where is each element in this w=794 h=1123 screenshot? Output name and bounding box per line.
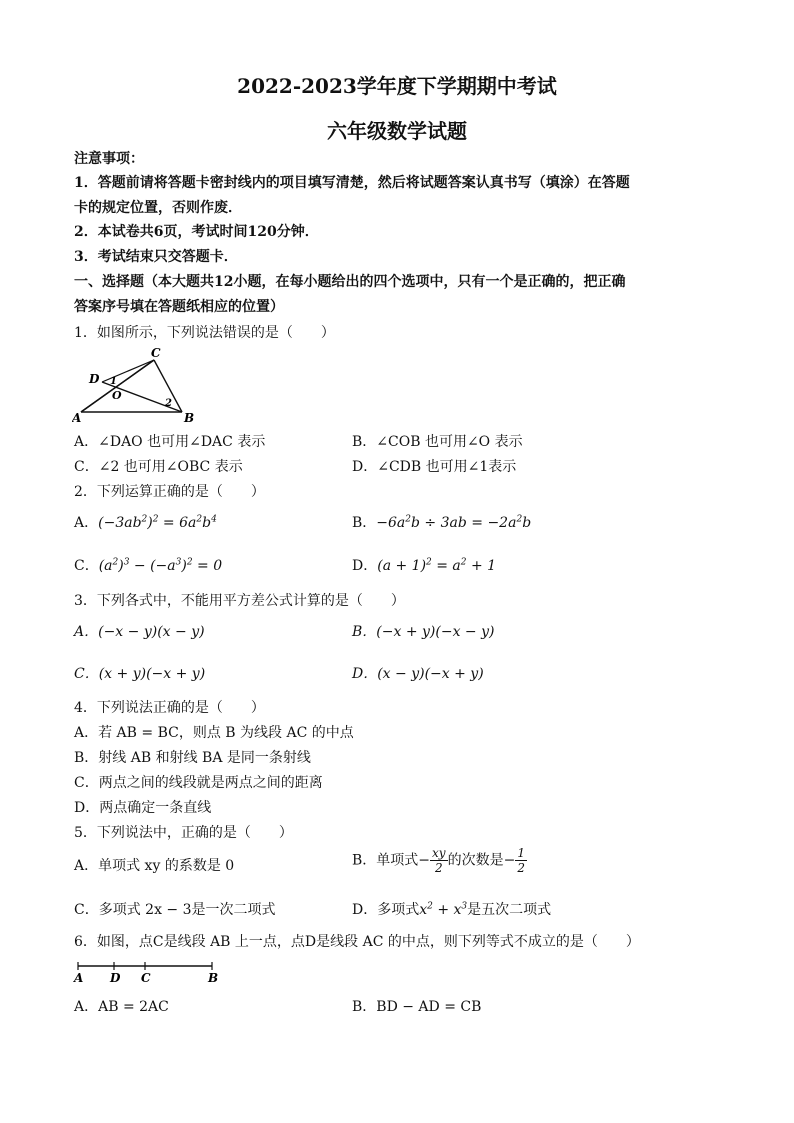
q1-label-C: C bbox=[151, 346, 161, 360]
q1-option-c: C．∠2 也可用∠OBC 表示 bbox=[74, 459, 243, 475]
q2-option-c: C．$(a^2)^3 - (-a^3)^2 = 0$ bbox=[74, 557, 223, 574]
q5-option-a: A．单项式 xy 的系数是 0 bbox=[74, 858, 235, 874]
q6-option-b: B．BD − AD = CB bbox=[352, 999, 482, 1015]
q2-option-d: D．$(a + 1)^2 = a^2 + 1$ bbox=[352, 557, 497, 574]
q1-label-angle1: 1 bbox=[110, 376, 117, 387]
q3-option-b: B．(−x + y)(−x − y) bbox=[352, 624, 495, 640]
q6-stem: 6．如图，点C是线段 AB 上一点，点D是线段 AC 的中点，则下列等式不成立的是（ ） bbox=[74, 934, 640, 950]
q1-label-D: D bbox=[89, 372, 100, 386]
section1-line1: 一、选择题（本大题共12小题，在每小题给出的四个选项中，只有一个是正确的，把正确 bbox=[74, 274, 626, 290]
notes-item1-line2: 卡的规定位置，否则作废． bbox=[74, 200, 242, 216]
notes-item3: 3．考试结束只交答题卡． bbox=[74, 249, 238, 265]
q3-option-d: D．(x − y)(−x + y) bbox=[352, 666, 484, 682]
q6-label-D: D bbox=[110, 971, 121, 985]
q1-label-angle2: 2 bbox=[165, 398, 172, 409]
q1-option-d: D．∠CDB 也可用∠1表示 bbox=[352, 459, 517, 475]
q1-label-A: A bbox=[72, 411, 82, 424]
exam-title: 2022-2023学年度下学期期中考试 bbox=[237, 74, 557, 98]
q1-option-b: B．∠COB 也可用∠O 表示 bbox=[352, 434, 523, 450]
q5-stem: 5．下列说法中，正确的是（ ） bbox=[74, 825, 293, 841]
q2-stem: 2．下列运算正确的是（ ） bbox=[74, 484, 265, 500]
q3-option-c: C．(x + y)(−x + y) bbox=[74, 666, 206, 682]
q4-option-b: B．射线 AB 和射线 BA 是同一条射线 bbox=[74, 750, 311, 766]
q4-option-c: C．两点之间的线段就是两点之间的距离 bbox=[74, 775, 323, 791]
q6-label-B: B bbox=[208, 971, 219, 985]
q3-option-a: A．(−x − y)(x − y) bbox=[74, 624, 205, 640]
q5-option-c: C．多项式 2x − 3是一次二项式 bbox=[74, 902, 276, 918]
q1-label-B: B bbox=[184, 411, 195, 424]
exam-subtitle: 六年级数学试题 bbox=[327, 119, 467, 143]
q5-option-b: B．单项式− $\frac{xy}{2}$ 的次数是− $\frac{1}{2}$ bbox=[352, 846, 525, 875]
q1-label-O: O bbox=[112, 389, 122, 402]
q4-option-a: A．若 AB = BC，则点 B 为线段 AC 的中点 bbox=[74, 725, 354, 741]
q4-option-d: D．两点确定一条直线 bbox=[74, 800, 212, 816]
q6-segment-figure bbox=[72, 958, 222, 986]
q1-segment-AO bbox=[81, 360, 154, 412]
q2-option-a: A．$(-3ab^2)^2 = 6a^2b^4$ bbox=[74, 514, 217, 531]
q6-label-A: A bbox=[74, 971, 84, 985]
q1-stem: 1．如图所示，下列说法错误的是（ ） bbox=[74, 325, 335, 341]
q6-option-a: A．AB = 2AC bbox=[74, 999, 169, 1015]
notes-heading: 注意事项： bbox=[74, 151, 144, 167]
q4-stem: 4．下列说法正确的是（ ） bbox=[74, 700, 265, 716]
q1-option-a: A．∠DAO 也可用∠DAC 表示 bbox=[74, 434, 266, 450]
section1-line2: 答案序号填在答题纸相应的位置） bbox=[74, 299, 284, 315]
q3-stem: 3．下列各式中，不能用平方差公式计算的是（ ） bbox=[74, 593, 405, 609]
q6-label-C: C bbox=[141, 971, 151, 985]
notes-item1-line1: 1．答题前请将答题卡密封线内的项目填写清楚，然后将试题答案认真书写（填涂）在答题 bbox=[74, 175, 630, 191]
q5-option-d: D．多项式$x^2 + x^3$是五次二项式 bbox=[352, 901, 552, 918]
q1-triangle-figure bbox=[72, 344, 202, 424]
notes-item2: 2．本试卷共6页，考试时间120分钟． bbox=[74, 224, 319, 240]
q2-option-b: B．$-6a^2b \div 3ab = -2a^2b$ bbox=[352, 514, 532, 531]
